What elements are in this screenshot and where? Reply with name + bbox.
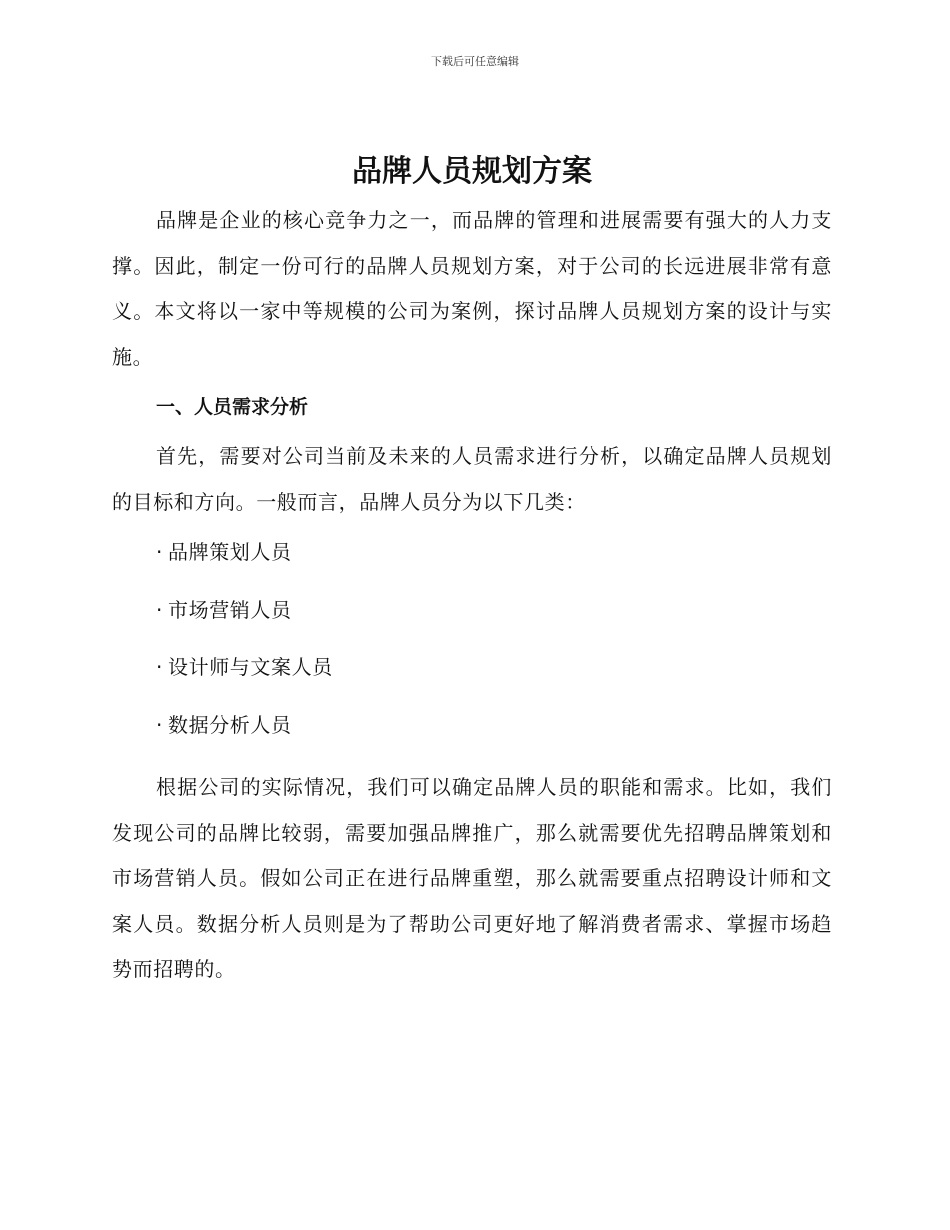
list-item-label: 设计师与文案人员: [168, 655, 333, 679]
document-body: [112, 152, 832, 993]
bullet-icon: ·: [156, 712, 163, 737]
section-heading: 一、人员需求分析: [156, 396, 309, 418]
bullet-icon: ·: [156, 540, 163, 564]
bullet-icon: ·: [156, 597, 163, 622]
document-title: 品牌人员规划方案: [352, 154, 592, 189]
intro-paragraph: 品牌是企业的核心竞争力之一，而品牌的管理和进展需要有强大的人力支撑。因此，制定一份可行的品牌人员规划方案，对于公司的长远进展非常有意义。本文将以一家中等规模的公司为案例，探讨品牌人员规划方案的设计与实施。: [112, 208, 832, 369]
section-paragraph: 首先，需要对公司当前及未来的人员需求进行分析，以确定品牌人员规划的目标和方向。一般而言，品牌人员分为以下几类：: [112, 444, 832, 514]
list-item: [156, 710, 832, 740]
list-item-label: 数据分析人员: [168, 712, 292, 737]
page-header-note: 下载后可任意编辑: [431, 55, 519, 68]
list-item-label: 品牌策划人员: [168, 540, 292, 564]
role-list: [112, 537, 832, 740]
list-item: [156, 537, 832, 567]
section-paragraph: 根据公司的实际情况，我们可以确定品牌人员的职能和需求。比如，我们发现公司的品牌比较弱，需要加强品牌推广，那么就需要优先招聘品牌策划和市场营销人员。假如公司正在进行品牌重塑，那么就需要重点招聘设计师和文案人员。数据分析人员则是为了帮助公司更好地了解消费者需求、掌握市场趋势而招聘的。: [112, 775, 832, 981]
list-item: [156, 595, 832, 625]
list-item-label: 市场营销人员: [168, 597, 292, 622]
bullet-icon: ·: [156, 655, 163, 679]
list-item: [156, 652, 832, 682]
